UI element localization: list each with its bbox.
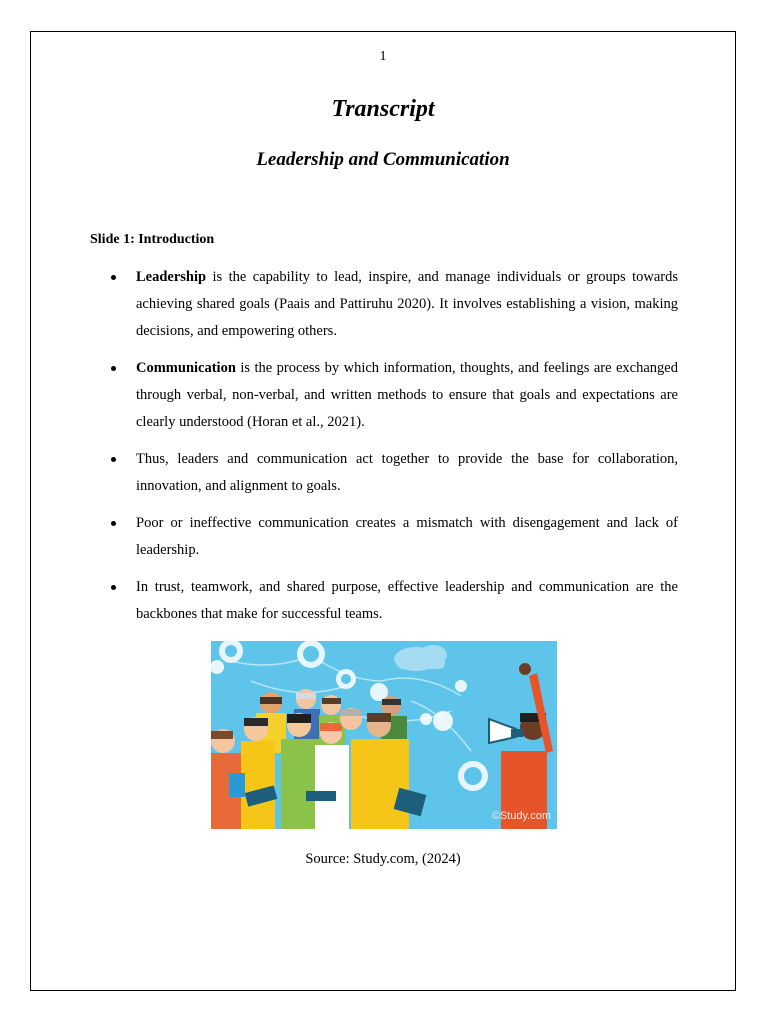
bullet-dot-icon [111,585,116,590]
document-page [30,31,736,991]
bullet-dot-icon [111,366,116,371]
team-illustration-graphic [211,641,557,829]
illustration-team-communication [211,641,557,829]
bullet-text: is the capability to lead, inspire, and manage individuals or groups towards achieving shared goals (Paais and Pattiruhu 2020). It involves establishing a vision, making decisions, and empowering others. [136,269,678,339]
bullet-text: Poor or ineffective communication creates a mismatch with disengagement and lack of leadership. [136,515,678,558]
bullet-dot-icon [111,275,116,280]
bullet-item [90,574,678,628]
bullet-bold-term: Leadership [136,269,207,285]
document-subtitle: Leadership and Communication [256,149,510,170]
document-title: Transcript [331,96,435,122]
page-number: 1 [379,49,387,64]
bullet-list [90,264,678,638]
bullet-bold-term: Communication [136,360,236,376]
bullet-item [90,510,678,564]
bullet-dot-icon [111,521,116,526]
bullet-item [90,264,678,345]
bullet-item [90,446,678,500]
figure-caption: Source: Study.com, (2024) [305,851,461,867]
bullet-text: Thus, leaders and communication act together to provide the base for collaboration, innovation, and alignment to goals. [136,451,678,494]
bullet-item [90,355,678,436]
figure-watermark: ©Study.com [491,810,551,822]
bullet-text: is the process by which information, thoughts, and feelings are exchanged through verbal, non-verbal, and written methods to ensure that goals and expectations are clearly understood (Horan et al., 2021). [136,360,678,430]
bullet-text: In trust, teamwork, and shared purpose, effective leadership and communication are the backbones that make for successful teams. [136,579,678,622]
bullet-dot-icon [111,457,116,462]
section-heading: Slide 1: Introduction [90,232,215,247]
